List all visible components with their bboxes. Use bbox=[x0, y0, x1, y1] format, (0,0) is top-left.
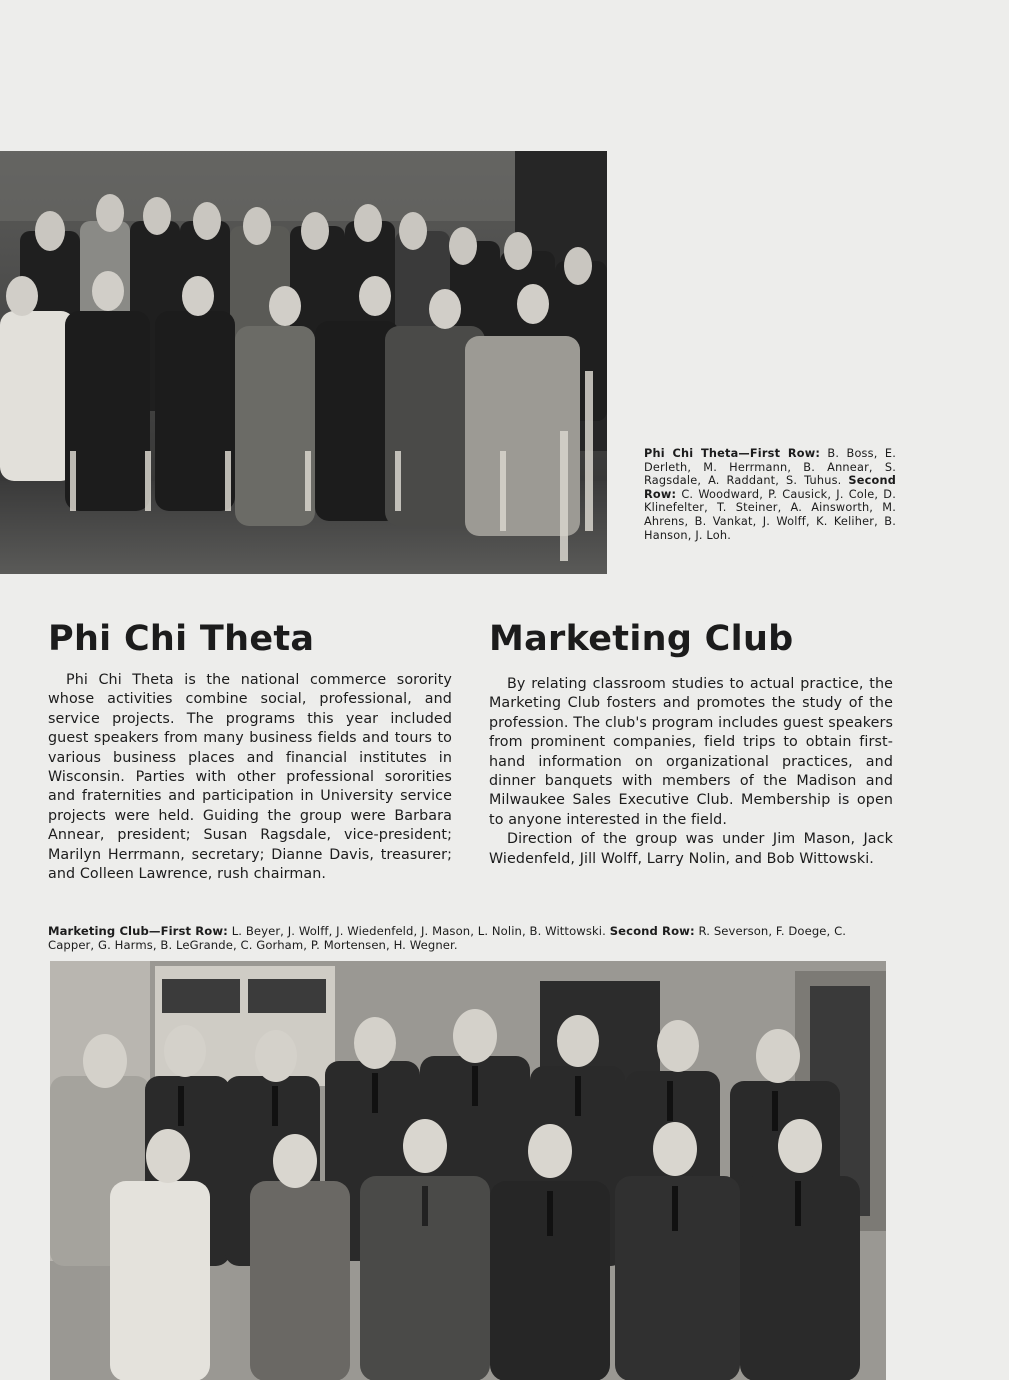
marketing-club-paragraph-2: Direction of the group was under Jim Mason, Jack Wiedenfeld, Jill Wolff, Larry Nolin, and Bob Wittowski. bbox=[489, 831, 893, 867]
phi-chi-theta-heading: Phi Chi Theta bbox=[48, 619, 315, 659]
caption-second-row: R. Severson, F. Doege, C. Capper, G. Harms, B. LeGrande, C. Gorham, P. Mortensen, H. Wegner. bbox=[48, 924, 847, 952]
phi-chi-theta-photo-image bbox=[0, 151, 607, 574]
phi-chi-theta-body bbox=[48, 671, 452, 884]
caption-second-row: C. Woodward, P. Causick, J. Cole, D. Klinefelter, T. Steiner, A. Ainsworth, M. Ahrens, B. Vankat, J. Wolff, K. Keliher, B. Hanson, J. Loh. bbox=[644, 487, 896, 542]
caption-lead: Phi Chi Theta—First Row: bbox=[644, 447, 821, 460]
marketing-club-body bbox=[489, 675, 893, 869]
caption-lead: Marketing Club—First Row: bbox=[48, 924, 228, 938]
marketing-club-heading: Marketing Club bbox=[489, 619, 794, 659]
caption-first-row: B. Boss, E. Derleth, M. Herrmann, B. Annear, S. Ragsdale, A. Raddant, S. Tuhus. bbox=[644, 447, 896, 488]
phi-chi-theta-group-photo bbox=[0, 151, 607, 574]
marketing-club-paragraph-1: By relating classroom studies to actual practice, the Marketing Club fosters and promotes the study of the profession. The club's program includes guest speakers from prominent companies, field trips to obtain first-hand information on organizational practices, and dinner banquets with members of the Madison and Milwaukee Sales Executive Club. Membership is open to anyone interested in the field. bbox=[489, 676, 893, 828]
phi-chi-theta-caption bbox=[644, 447, 896, 542]
marketing-club-photo-image bbox=[50, 961, 886, 1380]
phi-chi-theta-paragraph: Phi Chi Theta is the national commerce sorority whose activities combine social, professional, and service projects. The programs this year included guest speakers from many business fields and tours to various business places and financial institutes in Wisconsin. Parties with other professional sororities and fraternities and participation in University service projects were held. Guiding the group were Barbara Annear, president; Susan Ragsdale, vice-president; Marilyn Herrmann, secretary; Dianne Davis, treasurer; and Colleen Lawrence, rush chairman. bbox=[48, 672, 452, 883]
marketing-club-caption bbox=[48, 925, 893, 952]
caption-second-label: Second Row: bbox=[609, 924, 695, 938]
caption-first-row: L. Beyer, J. Wolff, J. Wiedenfeld, J. Mason, L. Nolin, B. Wittowski. bbox=[231, 924, 606, 938]
caption-second-label: Second Row: bbox=[644, 474, 896, 501]
marketing-club-group-photo bbox=[50, 961, 886, 1380]
